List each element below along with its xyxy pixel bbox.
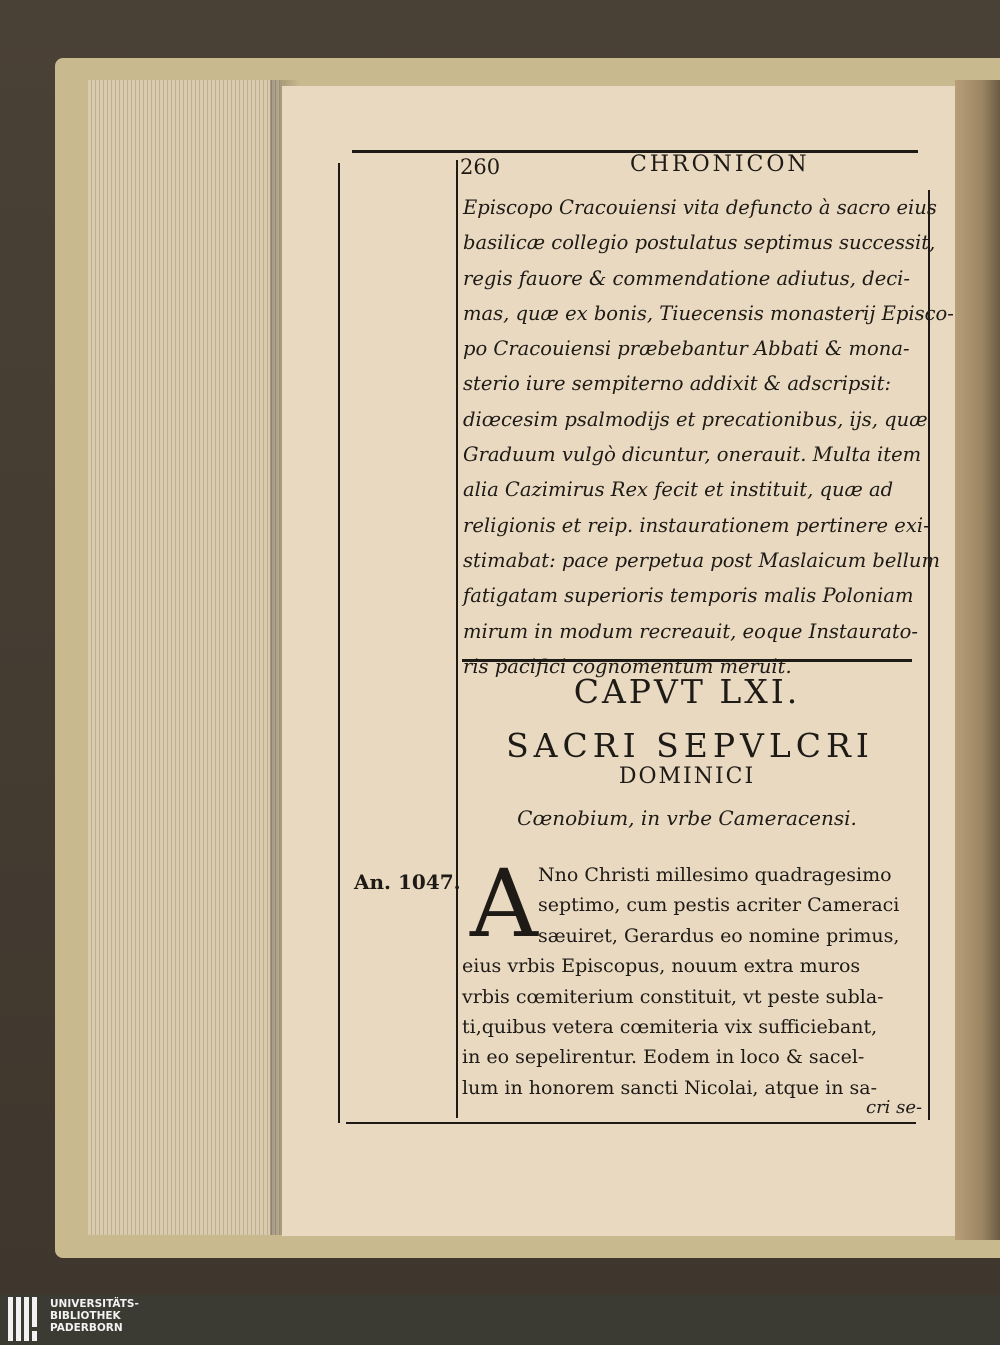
logo-line: UNIVERSITÄTS- (50, 1298, 139, 1310)
text-line: septimo, cum pestis acriter Cameraci (538, 894, 900, 917)
page-number: 260 (460, 155, 501, 179)
text-line: vrbis cœmiterium constituit, vt peste subla- (462, 985, 884, 1008)
logo-line: PADERBORN (50, 1322, 123, 1334)
text-line: regis fauore & commendatione adiutus, deci- (463, 266, 910, 290)
text-line: ris pacifici cognomentum meruit. (463, 654, 792, 678)
text-line: eius vrbis Episcopus, nouum extra muros (462, 955, 861, 978)
section-subheading: DOMINICI (618, 764, 756, 789)
text-line: alia Cazimirus Rex fecit et instituit, quæ ad (463, 478, 894, 502)
footer-bar (0, 1295, 1000, 1345)
drop-cap: A (470, 850, 538, 959)
text-line: po Cracouiensi præbebantur Abbati & mona- (463, 337, 910, 361)
frame-margin-rule (456, 160, 458, 1118)
chapter-title: CAPVT LXI. (573, 672, 801, 711)
text-line: basilicæ collegio postulatus septimus successit, (463, 231, 936, 255)
library-logo-text (50, 1298, 139, 1334)
text-line: fatigatam superioris temporis malis Poloniam (463, 584, 914, 608)
text-line: mirum in modum recreauit, eoque Instaurato- (463, 619, 919, 643)
text-line: Graduum vulgò dicuntur, onerauit. Multa item (463, 443, 922, 467)
text-line: diœcesim psalmodijs et precationibus, ijs, quæ (463, 407, 928, 431)
frame-left-rule (338, 163, 340, 1123)
catchword: cri se- (866, 1097, 923, 1118)
text-line: stimabat: pace perpetua post Maslaicum bellum (463, 548, 940, 572)
text-line: sæuiret, Gerardus eo nomine primus, (538, 924, 900, 947)
margin-year-note: An. 1047. (354, 870, 461, 894)
library-logo-icon (8, 1297, 44, 1341)
text-line: mas, quæ ex bonis, Tiuecensis monasterij Episco- (463, 301, 954, 325)
section-heading: SACRI SEPVLCRI (506, 726, 874, 765)
text-line: lum in honorem sancti Nicolai, atque in sa- (462, 1076, 878, 1099)
text-line: ti,quibus vetera cœmiteria vix sufficiebant, (462, 1016, 878, 1039)
page-edges (88, 80, 280, 1235)
body-paragraph (462, 850, 928, 1103)
text-line: religionis et reip. instaurationem pertinere exi- (463, 513, 930, 537)
text-line: in eo sepelirentur. Eodem in loco & sacel- (462, 1046, 865, 1069)
logo-line: BIBLIOTHEK (50, 1310, 121, 1322)
facing-page-edge (955, 80, 1000, 1240)
italic-paragraph (463, 190, 954, 684)
running-title: CHRONICON (630, 152, 810, 177)
text-line: Episcopo Cracouiensi vita defuncto à sacro eius (463, 196, 937, 219)
frame-bottom-rule (346, 1122, 916, 1124)
text-line: Nno Christi millesimo quadragesimo (538, 864, 892, 886)
section-place: Cœnobium, in vrbe Cameracensi. (517, 806, 857, 830)
text-line: sterio iure sempiterno addixit & adscripsit: (463, 372, 892, 396)
